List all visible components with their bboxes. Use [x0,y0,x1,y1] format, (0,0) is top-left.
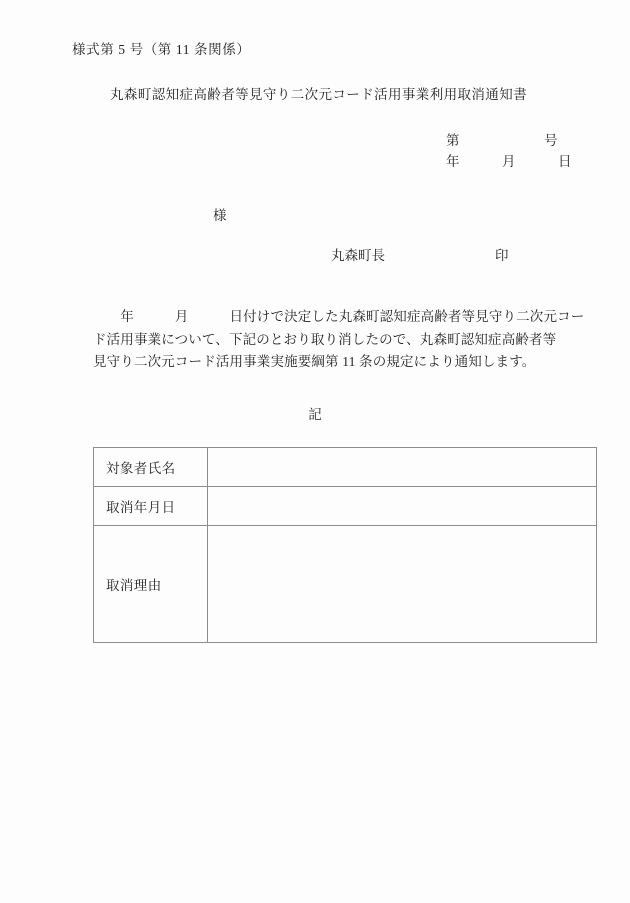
body-line-3: 見守り二次元コード活用事業実施要綱第 11 条の規定により通知します。 [93,354,536,369]
table-row [94,448,597,487]
table-row [94,526,597,643]
body-paragraph [93,306,585,374]
table-row-label: 対象者氏名 [94,448,208,487]
seal-mark: 印 [495,248,509,263]
body-line-2: ド活用事業について、下記のとおり取り消したので、丸森町認知症高齢者等 [93,331,557,347]
document-meta-block [446,130,572,172]
table-row-label: 取消理由 [94,526,208,643]
form-number: 様式第 5 号（第 11 条関係） [72,42,251,57]
table-row-value[interactable] [208,448,597,487]
issuer-name: 丸森町長 [331,248,385,263]
document-number-line: 第 号 [446,133,558,148]
table-row-label: 取消年月日 [94,487,208,526]
table-row-value[interactable] [208,487,597,526]
detail-table [93,447,597,643]
table-row-value[interactable] [208,526,597,643]
body-line-1: 年 月 日付けで決定した丸森町認知症高齢者等見守り二次元コー [93,309,585,324]
page-title: 丸森町認知症高齢者等見守り二次元コード活用事業利用取消通知書 [110,87,527,102]
recipient-honorific: 様 [213,208,227,223]
document-date-line: 年 月 日 [446,154,572,169]
table-row [94,487,597,526]
section-heading: 記 [308,407,322,422]
